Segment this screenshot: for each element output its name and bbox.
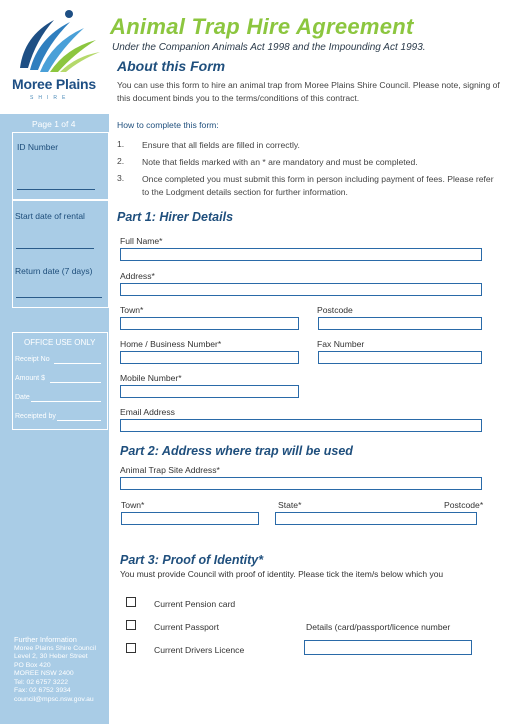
state-label: State* [278, 500, 302, 510]
home-phone-field[interactable] [120, 351, 299, 364]
site-town-label: Town* [121, 500, 145, 510]
site-postcode-label: Postcode* [444, 500, 484, 510]
home-phone-label: Home / Business Number* [120, 339, 222, 349]
footer-heading: Further Information [14, 635, 77, 644]
receipted-by-line[interactable] [57, 420, 101, 421]
return-date-label: Return date (7 days) [15, 266, 93, 276]
pension-card-label: Current Pension card [154, 599, 236, 609]
receipted-by-label: Receipted by [15, 413, 56, 420]
how-heading: How to complete this form: [117, 120, 219, 130]
details-label: Details (card/passport/licence number [306, 622, 451, 632]
details-field[interactable] [304, 640, 472, 655]
email-label: Email Address [120, 407, 175, 417]
passport-checkbox[interactable] [126, 620, 136, 630]
full-name-field[interactable] [120, 248, 482, 261]
footer-line: MOREE NSW 2400 [14, 670, 74, 677]
page-indicator: Page 1 of 4 [32, 119, 76, 129]
logo-sub: SHIRE [30, 95, 71, 101]
postcode-label: Postcode [317, 305, 353, 315]
start-date-label: Start date of rental [15, 211, 85, 221]
id-number-box [12, 132, 109, 200]
footer-line: Fax: 02 6752 3934 [14, 687, 71, 694]
footer-line: Tel: 02 6757 3222 [14, 679, 69, 686]
mobile-label: Mobile Number* [120, 373, 182, 383]
amount-label: Amount $ [15, 375, 45, 382]
start-date-line[interactable] [16, 248, 94, 249]
full-name-label: Full Name* [120, 236, 163, 246]
about-text: You can use this form to hire an animal trap from Moree Plains Shire Council. Please note, signing of this document binds you to the terms/conditions of this contract. [117, 80, 500, 103]
list-number: 3. [117, 173, 125, 183]
town-label: Town* [120, 305, 144, 315]
receipt-label: Receipt No [15, 356, 50, 363]
list-item: Note that fields marked with an * are mandatory and must be completed. [142, 157, 418, 167]
part2-heading: Part 2: Address where trap will be used [120, 444, 353, 458]
receipt-line[interactable] [54, 363, 101, 364]
footer-line: Level 2, 30 Heber Street [14, 653, 88, 660]
passport-label: Current Passport [154, 622, 219, 632]
address-label: Address* [120, 271, 155, 281]
amount-line[interactable] [50, 382, 101, 383]
sidebar [0, 114, 109, 724]
town-field[interactable] [120, 317, 299, 330]
part1-heading: Part 1: Hirer Details [117, 210, 234, 224]
fax-field[interactable] [318, 351, 482, 364]
return-date-line[interactable] [16, 297, 102, 298]
list-item: Once completed you must submit this form in person including payment of fees. Please refer to the Lodgment details section for further information. [142, 174, 494, 197]
page-title: Animal Trap Hire Agreement [110, 14, 414, 39]
council-logo [14, 6, 104, 76]
page-subtitle: Under the Companion Animals Act 1998 and the Impounding Act 1993. [112, 42, 426, 53]
logo-mark-icon [14, 6, 104, 76]
about-heading: About this Form [117, 58, 226, 74]
drivers-licence-checkbox[interactable] [126, 643, 136, 653]
date-label: Date [15, 394, 30, 401]
site-address-label: Animal Trap Site Address* [120, 465, 220, 475]
footer-line: PO Box 420 [14, 662, 51, 669]
drivers-licence-label: Current Drivers Licence [154, 645, 245, 655]
id-number-label: ID Number [17, 142, 59, 152]
id-number-line[interactable] [17, 189, 95, 190]
state-field[interactable] [275, 512, 477, 525]
mobile-field[interactable] [120, 385, 299, 398]
office-use-box [12, 332, 108, 430]
postcode-field[interactable] [318, 317, 482, 330]
logo-name: Moree Plains [12, 76, 96, 92]
fax-label: Fax Number [317, 339, 365, 349]
office-use-title: OFFICE USE ONLY [24, 338, 96, 347]
pension-card-checkbox[interactable] [126, 597, 136, 607]
list-number: 1. [117, 139, 125, 149]
address-field[interactable] [120, 283, 482, 296]
site-town-field[interactable] [121, 512, 259, 525]
footer-line: Moree Plains Shire Council [14, 645, 96, 652]
date-line[interactable] [31, 401, 101, 402]
footer-line: council@mpsc.nsw.gov.au [14, 696, 94, 703]
part3-heading: Part 3: Proof of Identity* [120, 553, 264, 567]
rental-dates-box [12, 200, 109, 308]
email-field[interactable] [120, 419, 482, 432]
part3-text: You must provide Council with proof of identity. Please tick the item/s below which you [120, 569, 444, 579]
list-number: 2. [117, 156, 125, 166]
site-address-field[interactable] [120, 477, 482, 490]
list-item: Ensure that all fields are filled in correctly. [142, 140, 300, 150]
